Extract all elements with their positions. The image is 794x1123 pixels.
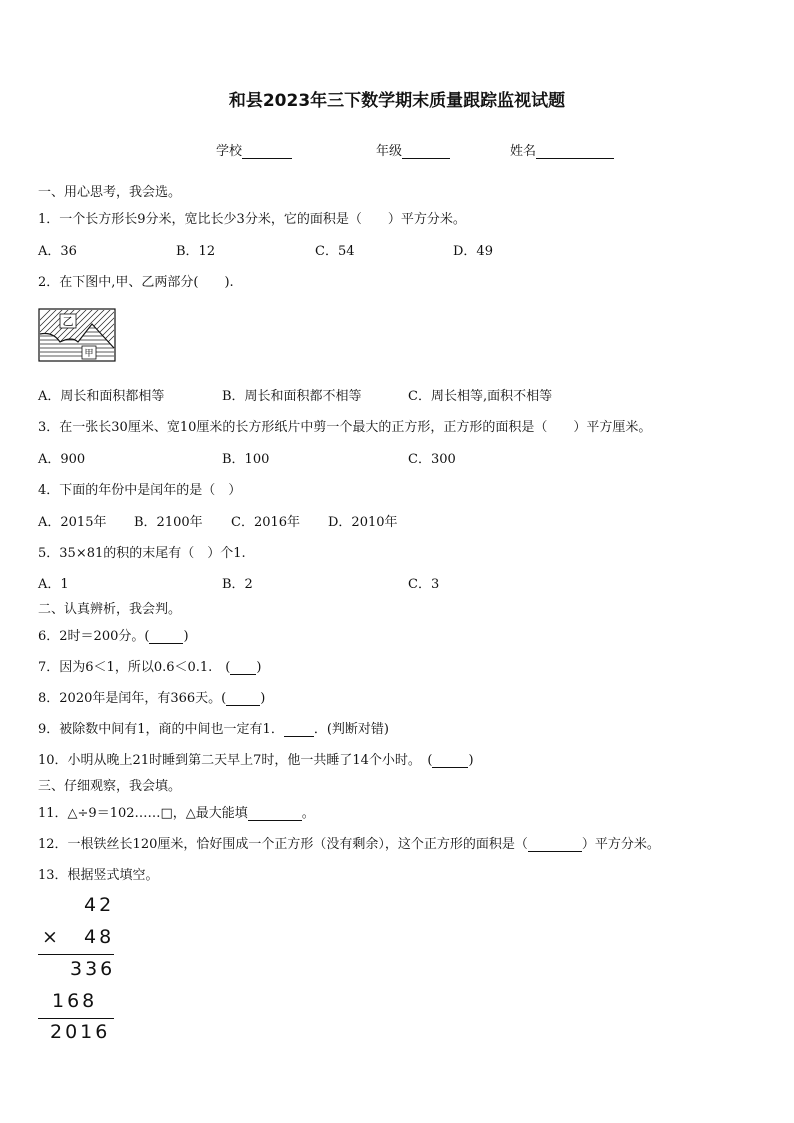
- rule-1: [38, 954, 114, 955]
- q8-answer-blank[interactable]: [226, 692, 260, 706]
- section-3-heading: 三、仔细观察，我会填。: [38, 779, 182, 794]
- question-8: [38, 687, 265, 706]
- grade-field: [376, 140, 450, 159]
- q7-answer-blank[interactable]: [230, 661, 256, 675]
- question-4: 4．下面的年份中是闰年的是（ ）: [38, 483, 242, 498]
- label-jia: 甲: [84, 349, 94, 359]
- final-product: 2016: [50, 1021, 111, 1043]
- multiplicand: 42: [84, 894, 115, 916]
- question-6: [38, 625, 189, 644]
- q4-option-c[interactable]: C．2016年: [231, 515, 301, 530]
- q3-option-a[interactable]: A．900: [38, 452, 86, 467]
- multiplier: 48: [84, 926, 115, 948]
- q9-text: 9．被除数中间有1，商的中间也一定有1．: [38, 722, 284, 737]
- q3-option-b[interactable]: B．100: [222, 452, 270, 467]
- q11-text: 11．△÷9＝102……□，△最大能填: [38, 806, 248, 821]
- question-10: [38, 749, 474, 768]
- q2-figure: [38, 308, 116, 362]
- partial-product-1: 336: [70, 958, 116, 980]
- q11-end: 。: [301, 806, 315, 821]
- question-12: [38, 833, 660, 852]
- q7-end: ): [256, 660, 262, 675]
- q12-end: ）平方分米。: [581, 837, 660, 852]
- q10-end: ): [468, 753, 474, 768]
- q2-option-c[interactable]: C．周长相等,面积不相等: [408, 389, 553, 404]
- question-7: [38, 656, 261, 675]
- q12-text: 12．一根铁丝长120厘米，恰好围成一个正方形（没有剩余），这个正方形的面积是（: [38, 837, 528, 852]
- multiply-sign: ×: [42, 926, 61, 948]
- q1-option-d[interactable]: D．49: [453, 244, 493, 259]
- section-2-heading: 二、认真辨析，我会判。: [38, 602, 182, 617]
- q2-option-a[interactable]: A．周长和面积都相等: [38, 389, 165, 404]
- q5-option-c[interactable]: C．3: [408, 577, 440, 592]
- q1-option-c[interactable]: C．54: [315, 244, 355, 259]
- question-2: 2．在下图中,甲、乙两部分( ).: [38, 275, 234, 290]
- q6-answer-blank[interactable]: [149, 630, 183, 644]
- section-1-heading: 一、用心思考，我会选。: [38, 185, 182, 200]
- q3-option-c[interactable]: C．300: [408, 452, 456, 467]
- q4-option-b[interactable]: B．2100年: [134, 515, 203, 530]
- question-11: [38, 802, 315, 821]
- school-blank[interactable]: [242, 144, 292, 159]
- q9-end: ．(判断对错): [313, 722, 389, 737]
- question-9: [38, 718, 389, 737]
- q8-text: 8．2020年是闰年，有366天。(: [38, 691, 227, 706]
- q2-option-b[interactable]: B．周长和面积都不相等: [222, 389, 362, 404]
- vertical-multiplication: [38, 890, 128, 1050]
- question-13: 13．根据竖式填空。: [38, 868, 159, 883]
- question-5: 5．35×81的积的末尾有（ ）个1.: [38, 546, 246, 561]
- name-field: [510, 140, 614, 159]
- q6-text: 6．2时＝200分。(: [38, 629, 150, 644]
- page-title: 和县2023年三下数学期末质量跟踪监视试题: [228, 91, 566, 111]
- q11-answer-blank[interactable]: [248, 807, 302, 821]
- q6-end: ): [183, 629, 189, 644]
- q5-option-a[interactable]: A．1: [38, 577, 69, 592]
- q1-option-b[interactable]: B．12: [176, 244, 216, 259]
- grade-blank[interactable]: [402, 144, 450, 159]
- q10-text: 10．小明从晚上21时睡到第二天早上7时，他一共睡了14个小时。 (: [38, 753, 433, 768]
- grade-label: 年级: [376, 144, 403, 159]
- question-3: 3．在一张长30厘米、宽10厘米的长方形纸片中剪一个最大的正方形，正方形的面积是（ ）平方厘米。: [38, 420, 652, 435]
- label-yi: 乙: [62, 315, 74, 328]
- q1-option-a[interactable]: A．36: [38, 244, 77, 259]
- school-label: 学校: [216, 144, 243, 159]
- q12-answer-blank[interactable]: [528, 838, 582, 852]
- q10-answer-blank[interactable]: [432, 754, 468, 768]
- partial-product-2: 168: [52, 990, 98, 1012]
- q8-end: ): [260, 691, 266, 706]
- q7-text: 7．因为6＜1，所以0.6＜0.1. (: [38, 660, 231, 675]
- q4-option-d[interactable]: D．2010年: [328, 515, 398, 530]
- school-field: [216, 140, 292, 159]
- name-label: 姓名: [510, 144, 537, 159]
- q4-option-a[interactable]: A．2015年: [38, 515, 107, 530]
- q9-answer-blank[interactable]: [284, 723, 314, 737]
- q5-option-b[interactable]: B．2: [222, 577, 253, 592]
- name-blank[interactable]: [536, 144, 614, 159]
- question-1: 1．一个长方形长9分米，宽比长少3分米，它的面积是（ ）平方分米。: [38, 212, 466, 227]
- rule-2: [38, 1018, 114, 1019]
